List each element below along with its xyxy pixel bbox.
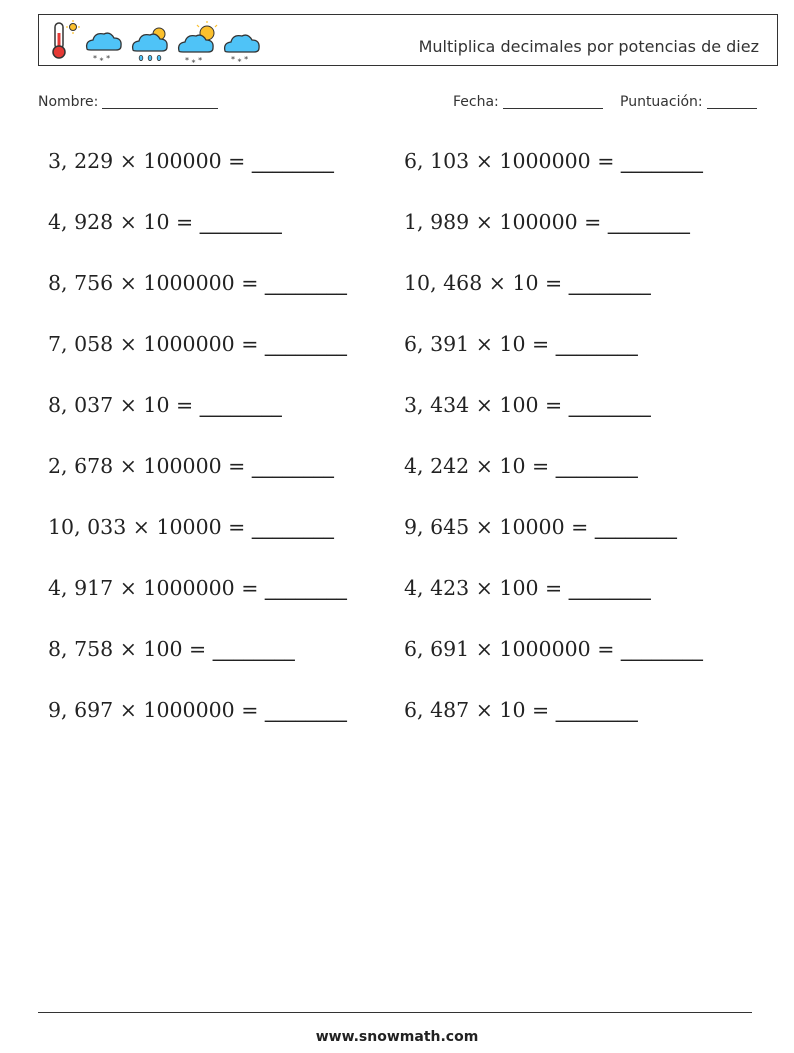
answer-blank[interactable]: ________ [264,332,347,356]
problem-item [404,637,703,661]
problem-expression: 4, 917 × 1000000 = [48,576,265,600]
name-field[interactable] [38,94,218,110]
problem-item [48,698,347,722]
cloud-sun-rain-icon [133,28,168,61]
answer-blank[interactable]: ________ [212,637,295,661]
problem-item [404,210,690,234]
answer-blank[interactable]: ________ [568,393,651,417]
svg-text:* ⁎ *: * ⁎ * [231,55,249,63]
answer-blank[interactable]: ________ [199,393,282,417]
problem-item [48,149,334,173]
problem-item [404,332,638,356]
answer-blank[interactable]: ________ [620,149,703,173]
worksheet-title: Multiplica decimales por potencias de diez [418,37,759,56]
date-field[interactable] [453,94,603,110]
problem-item [404,698,638,722]
problem-expression: 10, 033 × 10000 = [48,515,252,539]
problem-item [48,332,347,356]
answer-blank[interactable]: ________ [264,698,347,722]
answer-blank[interactable]: ________ [568,271,651,295]
problem-expression: 3, 434 × 100 = [404,393,569,417]
answer-blank[interactable]: ________ [251,515,334,539]
problem-item [404,454,638,478]
problem-expression: 4, 928 × 10 = [48,210,200,234]
problem-expression: 9, 697 × 1000000 = [48,698,265,722]
answer-blank[interactable]: ________ [568,576,651,600]
problem-expression: 8, 756 × 1000000 = [48,271,265,295]
problem-expression: 4, 242 × 10 = [404,454,556,478]
problem-expression: 10, 468 × 10 = [404,271,569,295]
problem-expression: 1, 989 × 100000 = [404,210,608,234]
name-line[interactable] [102,94,218,109]
footer-divider [38,1012,752,1013]
problem-expression: 7, 058 × 1000000 = [48,332,265,356]
answer-blank[interactable]: ________ [199,210,282,234]
problem-expression: 6, 103 × 1000000 = [404,149,621,173]
answer-blank[interactable]: ________ [594,515,677,539]
header-box [38,14,778,66]
date-label: Fecha: [453,94,499,110]
score-label: Puntuación: [620,94,703,110]
problem-expression: 2, 678 × 100000 = [48,454,252,478]
thermometer-sun-icon [53,20,80,58]
problem-item [48,576,347,600]
problem-item [48,454,334,478]
answer-blank[interactable]: ________ [555,454,638,478]
score-field[interactable] [620,94,757,110]
cloud-snow-rain-icon [87,33,122,63]
problem-expression: 6, 691 × 1000000 = [404,637,621,661]
problem-item [48,515,334,539]
footer-url: www.snowmath.com [315,1029,479,1045]
svg-text:* ⁎ *: * ⁎ * [93,54,111,63]
problem-expression: 6, 391 × 10 = [404,332,556,356]
problem-item [404,149,703,173]
problem-expression: 3, 229 × 100000 = [48,149,252,173]
svg-text:* ⁎ *: * ⁎ * [185,56,203,63]
problem-item [404,271,651,295]
problem-expression: 4, 423 × 100 = [404,576,569,600]
answer-blank[interactable]: ________ [264,576,347,600]
problem-item [48,637,295,661]
answer-blank[interactable]: ________ [251,149,334,173]
answer-blank[interactable]: ________ [555,332,638,356]
problem-expression: 9, 645 × 10000 = [404,515,595,539]
weather-icons [47,19,277,63]
problem-item [48,271,347,295]
name-label: Nombre: [38,94,99,110]
date-line[interactable] [503,94,603,109]
problem-expression: 6, 487 × 10 = [404,698,556,722]
answer-blank[interactable]: ________ [555,698,638,722]
problem-item [404,393,651,417]
answer-blank[interactable]: ________ [264,271,347,295]
cloud-snow-icon [225,35,260,63]
problem-item [404,576,651,600]
answer-blank[interactable]: ________ [251,454,334,478]
cloud-sun-snow-icon [179,21,217,63]
problem-expression: 8, 037 × 10 = [48,393,200,417]
problem-item [48,210,282,234]
problem-item [404,515,677,539]
score-line[interactable] [707,94,757,109]
answer-blank[interactable]: ________ [607,210,690,234]
problem-item [48,393,282,417]
answer-blank[interactable]: ________ [620,637,703,661]
problem-expression: 8, 758 × 100 = [48,637,213,661]
